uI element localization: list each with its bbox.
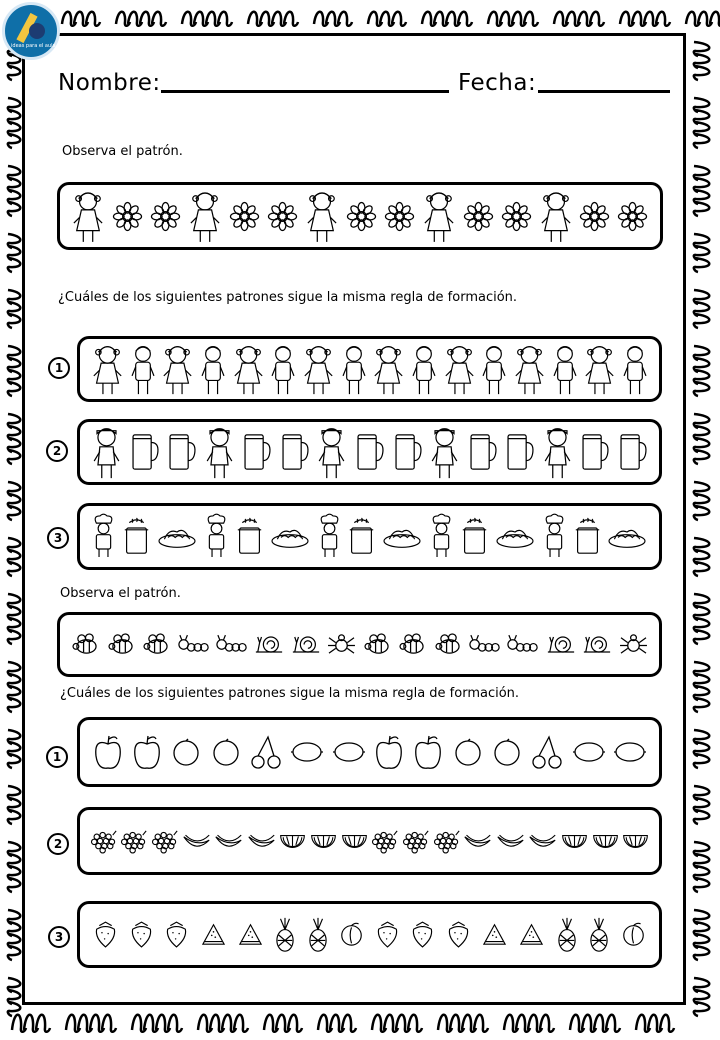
flower-icon <box>464 202 493 231</box>
pineapple-icon <box>308 917 328 953</box>
nombre-field[interactable] <box>161 90 449 93</box>
snail-icon <box>546 633 576 656</box>
bee-icon <box>398 633 427 656</box>
girl-icon <box>540 189 572 244</box>
girl-icon <box>162 343 193 396</box>
grapes-icon <box>402 830 429 852</box>
spaghetti-icon <box>270 523 310 550</box>
flower-icon <box>385 202 414 231</box>
apple-icon <box>132 734 162 770</box>
lemon-icon <box>333 740 365 764</box>
section1-option1-number: 1 <box>48 357 70 379</box>
fecha-field[interactable] <box>538 90 670 93</box>
spaghetti-icon <box>382 523 422 550</box>
pot-icon <box>123 517 150 557</box>
orange-icon <box>492 737 522 767</box>
spider-icon <box>327 632 356 657</box>
pot-icon <box>574 517 601 557</box>
section2-model-pattern <box>57 612 662 677</box>
section2-option2-pattern[interactable] <box>77 807 662 875</box>
bee-icon <box>71 633 100 656</box>
decorative-border-bottom <box>10 1006 710 1036</box>
strawberry-icon <box>165 920 188 949</box>
section1-instruction: Observa el patrón. <box>62 144 183 159</box>
cherry-icon <box>250 734 282 770</box>
spider-icon <box>619 632 648 657</box>
mug-icon <box>505 431 534 473</box>
lemon-icon <box>291 740 323 764</box>
snail-icon <box>582 633 612 656</box>
apple-icon <box>93 734 123 770</box>
section2-option3-pattern[interactable] <box>77 901 662 968</box>
flower-icon <box>268 202 297 231</box>
grapes-icon <box>151 830 178 852</box>
logo-text: ideas para el aula <box>11 43 56 49</box>
mug-icon <box>355 431 384 473</box>
banana-icon <box>182 830 211 852</box>
mug-icon <box>468 431 497 473</box>
strawberry-icon <box>130 920 153 949</box>
section2-option1-number: 1 <box>46 746 68 768</box>
orange-icon <box>211 737 241 767</box>
section1-option3-number: 3 <box>47 527 69 549</box>
banana-icon <box>528 830 557 852</box>
apple-icon <box>413 734 443 770</box>
flower-icon <box>580 202 609 231</box>
spaghetti-icon <box>157 523 197 550</box>
grapes-icon <box>433 830 460 852</box>
school-logo-icon <box>2 2 60 60</box>
grapes-icon <box>371 830 398 852</box>
watermelon-icon <box>341 832 368 851</box>
cherry-icon <box>531 734 563 770</box>
peach-icon <box>340 922 363 947</box>
snail-icon <box>254 633 284 656</box>
girl-icon <box>373 343 404 396</box>
girl-icon <box>303 343 334 396</box>
watermelon-slice-icon <box>482 923 507 946</box>
girl-icon <box>584 343 615 396</box>
pirate-icon <box>543 425 572 480</box>
strawberry-icon <box>447 920 470 949</box>
chef-icon <box>317 514 342 559</box>
bee-icon <box>107 633 136 656</box>
section1-question: ¿Cuáles de los siguientes patrones sigue la misma regla de formación. <box>58 290 518 305</box>
banana-icon <box>463 830 492 852</box>
pot-icon <box>348 517 375 557</box>
boy-icon <box>271 343 295 396</box>
chef-icon <box>542 514 567 559</box>
section1-option3-pattern[interactable] <box>77 503 662 570</box>
nombre-label: Nombre: <box>58 70 161 96</box>
pineapple-icon <box>275 917 295 953</box>
girl-icon <box>514 343 545 396</box>
girl-icon <box>92 343 123 396</box>
mug-icon <box>580 431 609 473</box>
apple-icon <box>374 734 404 770</box>
chef-icon <box>91 514 116 559</box>
watermelon-icon <box>561 832 588 851</box>
caterpillar-icon <box>178 633 210 656</box>
strawberry-icon <box>411 920 434 949</box>
girl-icon <box>72 189 104 244</box>
watermelon-icon <box>592 832 619 851</box>
watermelon-icon <box>310 832 337 851</box>
boy-icon <box>131 343 155 396</box>
spaghetti-icon <box>495 523 535 550</box>
section2-option3-number: 3 <box>48 926 70 948</box>
section2-instruction: Observa el patrón. <box>60 586 181 601</box>
grapes-icon <box>120 830 147 852</box>
banana-icon <box>496 830 525 852</box>
section2-option1-pattern[interactable] <box>77 717 662 787</box>
watermelon-slice-icon <box>201 923 226 946</box>
decorative-border-right <box>690 40 716 1010</box>
decorative-border-top <box>60 4 710 30</box>
pineapple-icon <box>589 917 609 953</box>
boy-icon <box>342 343 366 396</box>
pot-icon <box>461 517 488 557</box>
pirate-icon <box>205 425 234 480</box>
boy-icon <box>553 343 577 396</box>
flower-icon <box>113 202 142 231</box>
fecha-label: Fecha: <box>458 70 537 96</box>
pirate-icon <box>430 425 459 480</box>
mug-icon <box>167 431 196 473</box>
section2-option2-number: 2 <box>47 833 69 855</box>
chef-icon <box>204 514 229 559</box>
section1-option1-pattern[interactable] <box>77 336 662 402</box>
section2-question: ¿Cuáles de los siguientes patrones sigue la misma regla de formación. <box>60 686 520 701</box>
mug-icon <box>130 431 159 473</box>
pineapple-icon <box>557 917 577 953</box>
snail-icon <box>291 633 321 656</box>
mug-icon <box>393 431 422 473</box>
girl-icon <box>189 189 221 244</box>
mug-icon <box>242 431 271 473</box>
orange-icon <box>453 737 483 767</box>
watermelon-icon <box>622 832 649 851</box>
pirate-icon <box>92 425 121 480</box>
spaghetti-icon <box>607 523 647 550</box>
orange-icon <box>171 737 201 767</box>
caterpillar-icon <box>216 633 248 656</box>
bee-icon <box>434 633 463 656</box>
pirate-icon <box>317 425 346 480</box>
flower-icon <box>502 202 531 231</box>
flower-icon <box>151 202 180 231</box>
caterpillar-icon <box>469 633 501 656</box>
girl-icon <box>423 189 455 244</box>
section1-option2-number: 2 <box>46 440 68 462</box>
grapes-icon <box>90 830 117 852</box>
boy-icon <box>412 343 436 396</box>
boy-icon <box>482 343 506 396</box>
strawberry-icon <box>94 920 117 949</box>
flower-icon <box>230 202 259 231</box>
strawberry-icon <box>376 920 399 949</box>
watermelon-icon <box>279 832 306 851</box>
section1-model-pattern <box>57 182 663 250</box>
girl-icon <box>444 343 475 396</box>
mug-icon <box>618 431 647 473</box>
girl-icon <box>306 189 338 244</box>
section1-option2-pattern[interactable] <box>77 419 662 485</box>
watermelon-slice-icon <box>519 923 544 946</box>
flower-icon <box>347 202 376 231</box>
bee-icon <box>363 633 392 656</box>
caterpillar-icon <box>507 633 539 656</box>
banana-icon <box>214 830 243 852</box>
flower-icon <box>618 202 647 231</box>
watermelon-slice-icon <box>238 923 263 946</box>
pot-icon <box>236 517 263 557</box>
lemon-icon <box>573 740 605 764</box>
chef-icon <box>429 514 454 559</box>
mug-icon <box>280 431 309 473</box>
bee-icon <box>142 633 171 656</box>
lemon-icon <box>614 740 646 764</box>
banana-icon <box>247 830 276 852</box>
boy-icon <box>201 343 225 396</box>
peach-icon <box>622 922 645 947</box>
boy-icon <box>623 343 647 396</box>
girl-icon <box>233 343 264 396</box>
